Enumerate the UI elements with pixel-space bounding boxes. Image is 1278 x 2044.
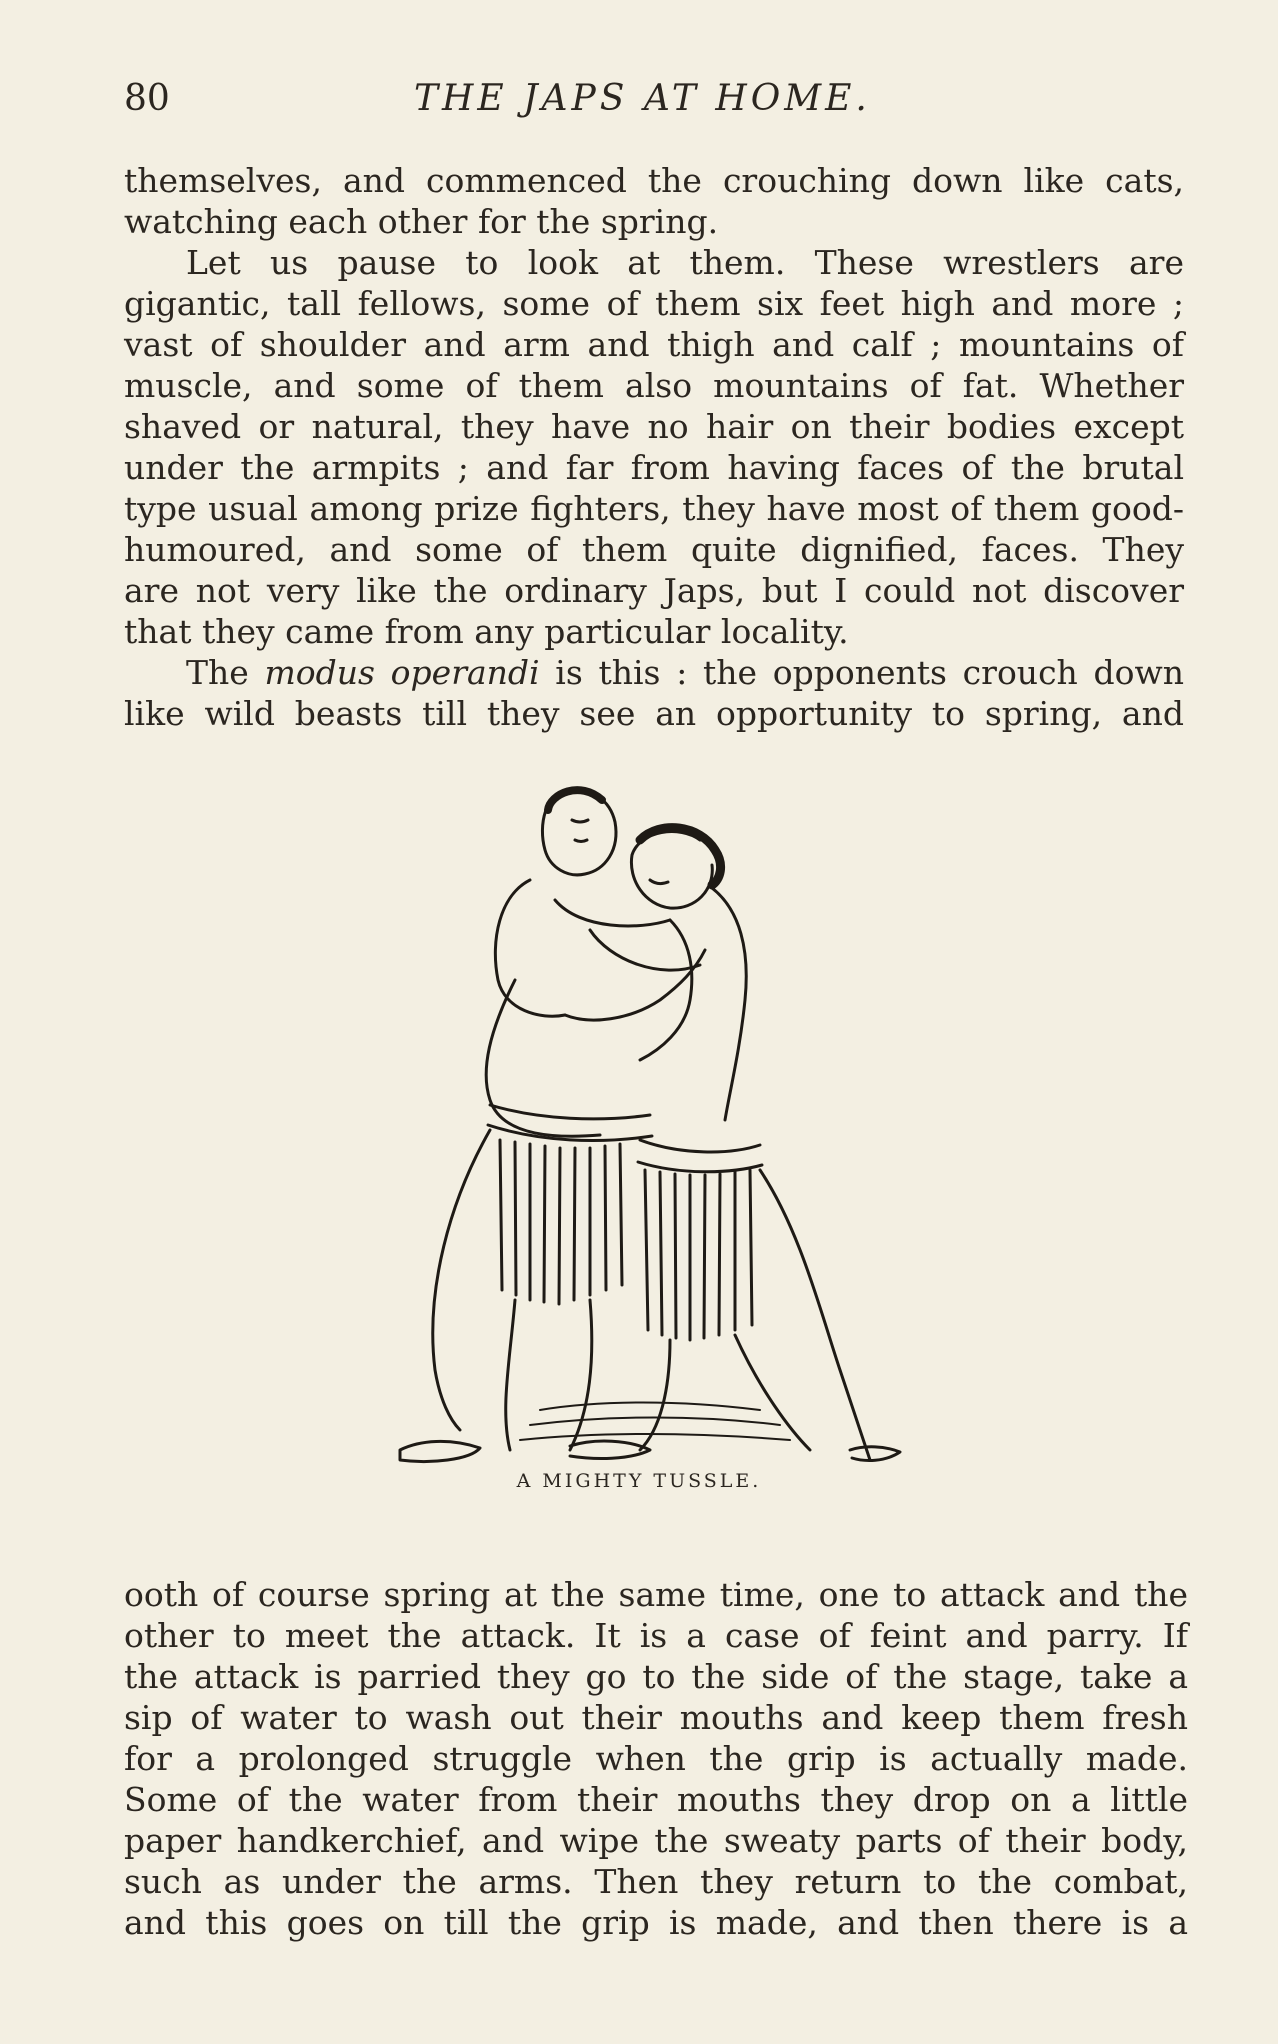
text-line: such as under the arms. Then they return to the combat, (124, 1862, 1188, 1901)
modus-operandi-line (186, 652, 1184, 694)
text-line: gigantic, tall fellows, some of them six feet high and more ; (124, 284, 1184, 323)
text-line: paper handkerchief, and wipe the sweaty parts of their body, (124, 1821, 1188, 1860)
text-line: muscle, and some of them also mountains of fat. Whether (124, 366, 1184, 405)
text-line: watching each other for the spring. (124, 202, 719, 241)
text-line: Let us pause to look at them. These wrestlers are (186, 243, 1184, 282)
running-title: THE JAPS AT HOME. (414, 78, 871, 119)
text-line: ooth of course spring at the same time, one to attack and the (124, 1575, 1188, 1614)
text-line: like wild beasts till they see an opportunity to spring, and (124, 694, 1184, 733)
modus-italic: modus operandi (264, 653, 540, 692)
modus-after: is this : the opponents crouch down (539, 653, 1184, 692)
text-line: sip of water to wash out their mouths and keep them fresh (124, 1698, 1188, 1737)
text-line: vast of shoulder and arm and thigh and calf ; mountains of (124, 325, 1184, 364)
text-line: and this goes on till the grip is made, and then there is a (124, 1903, 1188, 1942)
text-line: humoured, and some of them quite dignified, faces. They (124, 530, 1184, 569)
text-line: other to meet the attack. It is a case of feint and parry. If (124, 1616, 1188, 1655)
text-line: for a prolonged struggle when the grip is actually made. (124, 1739, 1188, 1778)
text-line: the attack is parried they go to the side of the stage, take a (124, 1657, 1188, 1696)
modus-before: The (186, 653, 265, 692)
text-line: that they came from any particular locality. (124, 612, 849, 651)
text-line: themselves, and commenced the crouching down like cats, (124, 161, 1184, 200)
wrestlers-illustration (340, 770, 980, 1470)
page-number: 80 (124, 78, 170, 119)
page-header (124, 78, 1184, 128)
text-line: type usual among prize fighters, they have most of them good- (124, 489, 1184, 528)
text-line: under the armpits ; and far from having faces of the brutal (124, 448, 1184, 487)
text-line: Some of the water from their mouths they drop on a little (124, 1780, 1188, 1819)
figure-caption: A MIGHTY TUSSLE. (516, 1470, 762, 1492)
text-line: shaved or natural, they have no hair on their bodies except (124, 407, 1184, 446)
text-line: are not very like the ordinary Japs, but I could not discover (124, 571, 1184, 610)
